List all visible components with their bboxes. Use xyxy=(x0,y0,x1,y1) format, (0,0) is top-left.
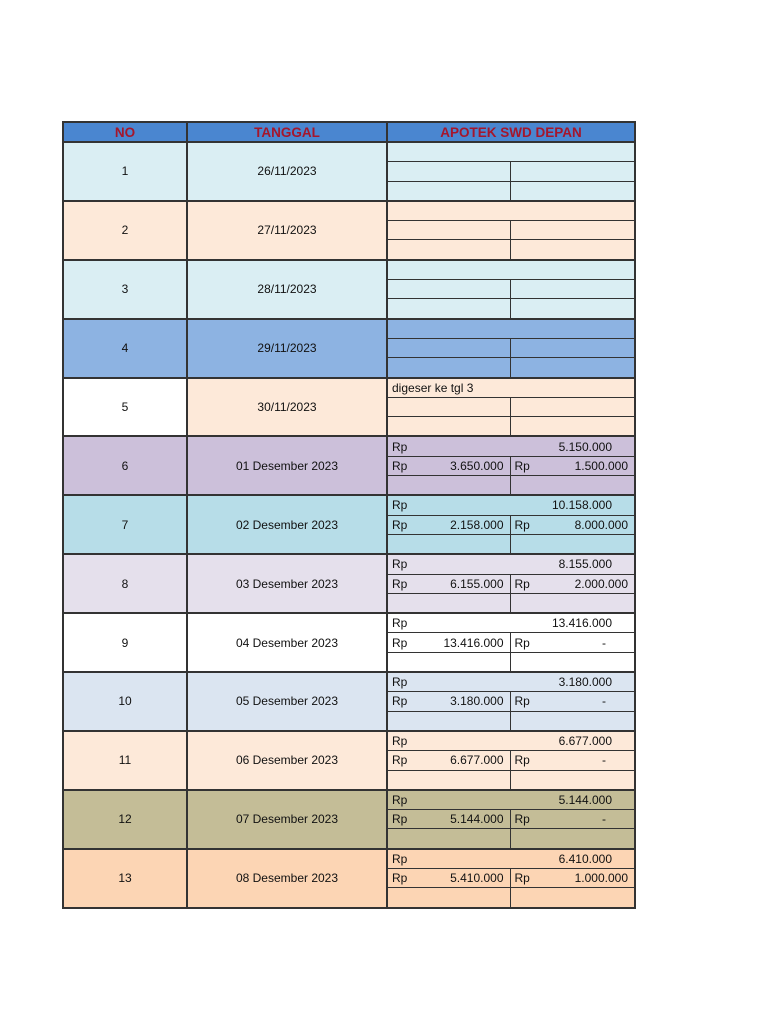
table-row xyxy=(63,260,635,280)
amount-value: 5.410.000 xyxy=(450,871,504,886)
currency-label: Rp xyxy=(392,576,408,591)
total-amount: 5.144.000 xyxy=(558,792,613,807)
cell-empty xyxy=(387,181,510,201)
cell-empty xyxy=(387,240,510,260)
cell-empty xyxy=(510,652,635,672)
cell-total xyxy=(387,319,635,339)
cell-no: 2 xyxy=(63,201,187,260)
table-row xyxy=(63,378,635,398)
cell-empty xyxy=(387,829,510,849)
cell-amount-b xyxy=(510,868,635,887)
table-row xyxy=(63,495,635,515)
cell-amount-b xyxy=(510,221,635,240)
currency-label: Rp xyxy=(514,458,530,473)
amount-value: 5.144.000 xyxy=(450,812,504,827)
currency-label: Rp xyxy=(514,694,530,709)
total-amount: 3.180.000 xyxy=(558,675,613,690)
cell-amount-a xyxy=(387,810,510,829)
amount-value: - xyxy=(602,812,607,827)
cell-no: 10 xyxy=(63,672,187,731)
cell-date: 08 Desember 2023 xyxy=(187,849,387,908)
cell-amount-a xyxy=(387,751,510,770)
table-row xyxy=(63,731,635,751)
cell-total xyxy=(387,849,635,869)
cell-date: 04 Desember 2023 xyxy=(187,613,387,672)
total-amount: 13.416.000 xyxy=(551,616,613,631)
currency-label: Rp xyxy=(392,753,408,768)
table-row xyxy=(63,613,635,633)
cell-empty xyxy=(387,711,510,731)
cell-empty xyxy=(510,888,635,908)
amount-value: 2.000.000 xyxy=(574,576,629,591)
cell-amount-a xyxy=(387,515,510,534)
cell-total xyxy=(387,554,635,574)
currency-label: Rp xyxy=(392,812,408,827)
cell-amount-b xyxy=(510,456,635,475)
cell-total xyxy=(387,142,635,162)
cell-date: 01 Desember 2023 xyxy=(187,436,387,495)
currency-label: Rp xyxy=(514,812,530,827)
currency-label: Rp xyxy=(392,635,408,650)
cell-amount-b xyxy=(510,162,635,181)
table-row xyxy=(63,849,635,869)
amount-value: 6.155.000 xyxy=(450,576,504,591)
currency-label: Rp xyxy=(392,498,408,513)
currency-label: Rp xyxy=(392,792,408,807)
cell-total xyxy=(387,495,635,515)
cell-amount-a xyxy=(387,633,510,652)
cell-amount-a xyxy=(387,338,510,357)
cell-no: 9 xyxy=(63,613,187,672)
currency-label: Rp xyxy=(392,439,408,454)
note-text: digeser ke tgl 3 xyxy=(392,380,474,395)
currency-label: Rp xyxy=(392,851,408,866)
cell-amount-a xyxy=(387,162,510,181)
total-amount: 5.150.000 xyxy=(558,439,613,454)
currency-label: Rp xyxy=(514,576,530,591)
cell-total xyxy=(387,378,635,398)
cell-no: 12 xyxy=(63,790,187,849)
cell-empty xyxy=(387,888,510,908)
cell-amount-a xyxy=(387,397,510,416)
cell-amount-b xyxy=(510,515,635,534)
cell-empty xyxy=(387,417,510,437)
table-row xyxy=(63,319,635,339)
cell-empty xyxy=(387,476,510,496)
cell-empty xyxy=(510,534,635,554)
cell-total xyxy=(387,260,635,280)
amount-value: - xyxy=(602,635,607,650)
cell-amount-b xyxy=(510,692,635,711)
cell-date: 02 Desember 2023 xyxy=(187,495,387,554)
cell-date: 26/11/2023 xyxy=(187,142,387,201)
cell-total xyxy=(387,672,635,692)
table-row xyxy=(63,790,635,810)
header-store: APOTEK SWD DEPAN xyxy=(387,122,635,142)
cell-empty xyxy=(510,417,635,437)
cell-empty xyxy=(510,770,635,790)
header-date: TANGGAL xyxy=(187,122,387,142)
header-row xyxy=(63,122,635,142)
cell-empty xyxy=(510,358,635,378)
cell-empty xyxy=(387,652,510,672)
cell-total xyxy=(387,731,635,751)
cell-amount-a xyxy=(387,868,510,887)
cell-amount-b xyxy=(510,633,635,652)
spreadsheet-table xyxy=(62,121,636,909)
cell-empty xyxy=(387,770,510,790)
cell-empty xyxy=(510,476,635,496)
currency-label: Rp xyxy=(392,557,408,572)
cell-no: 13 xyxy=(63,849,187,908)
total-amount: 10.158.000 xyxy=(551,498,613,513)
cell-total xyxy=(387,790,635,810)
table-row xyxy=(63,672,635,692)
cell-total xyxy=(387,436,635,456)
cell-total xyxy=(387,613,635,633)
cell-empty xyxy=(510,240,635,260)
currency-label: Rp xyxy=(392,871,408,886)
cell-empty xyxy=(510,181,635,201)
cell-amount-b xyxy=(510,338,635,357)
cell-date: 03 Desember 2023 xyxy=(187,554,387,613)
cell-empty xyxy=(510,299,635,319)
cell-amount-a xyxy=(387,280,510,299)
amount-value: - xyxy=(602,694,607,709)
amount-value: 3.650.000 xyxy=(450,458,504,473)
total-amount: 8.155.000 xyxy=(558,557,613,572)
currency-label: Rp xyxy=(514,871,530,886)
cell-no: 11 xyxy=(63,731,187,790)
cell-empty xyxy=(510,829,635,849)
cell-amount-b xyxy=(510,810,635,829)
amount-value: 1.500.000 xyxy=(574,458,629,473)
currency-label: Rp xyxy=(514,635,530,650)
cell-amount-a xyxy=(387,456,510,475)
total-amount: 6.410.000 xyxy=(558,851,613,866)
cell-date: 05 Desember 2023 xyxy=(187,672,387,731)
currency-label: Rp xyxy=(392,694,408,709)
table-body xyxy=(63,142,635,908)
total-amount: 6.677.000 xyxy=(558,734,613,749)
currency-label: Rp xyxy=(392,616,408,631)
cell-amount-b xyxy=(510,397,635,416)
cell-no: 1 xyxy=(63,142,187,201)
table-row xyxy=(63,201,635,221)
cell-date: 07 Desember 2023 xyxy=(187,790,387,849)
cell-amount-b xyxy=(510,751,635,770)
cell-date: 29/11/2023 xyxy=(187,319,387,378)
cell-amount-a xyxy=(387,692,510,711)
amount-value: - xyxy=(602,753,607,768)
amount-value: 1.000.000 xyxy=(574,871,629,886)
currency-label: Rp xyxy=(392,458,408,473)
amount-value: 8.000.000 xyxy=(574,517,629,532)
cell-amount-a xyxy=(387,221,510,240)
cell-no: 4 xyxy=(63,319,187,378)
cell-empty xyxy=(387,534,510,554)
cell-date: 06 Desember 2023 xyxy=(187,731,387,790)
currency-label: Rp xyxy=(514,517,530,532)
currency-label: Rp xyxy=(392,517,408,532)
amount-value: 3.180.000 xyxy=(450,694,504,709)
table-row xyxy=(63,436,635,456)
cell-empty xyxy=(387,358,510,378)
cell-amount-a xyxy=(387,574,510,593)
cell-date: 28/11/2023 xyxy=(187,260,387,319)
currency-label: Rp xyxy=(514,753,530,768)
cell-no: 6 xyxy=(63,436,187,495)
header-no: NO xyxy=(63,122,187,142)
cell-no: 7 xyxy=(63,495,187,554)
cell-date: 30/11/2023 xyxy=(187,378,387,437)
currency-label: Rp xyxy=(392,734,408,749)
cell-no: 8 xyxy=(63,554,187,613)
cell-empty xyxy=(510,711,635,731)
cell-amount-b xyxy=(510,574,635,593)
table-row xyxy=(63,142,635,162)
cell-no: 3 xyxy=(63,260,187,319)
table-row xyxy=(63,554,635,574)
amount-value: 6.677.000 xyxy=(450,753,504,768)
cell-amount-b xyxy=(510,280,635,299)
cell-empty xyxy=(387,299,510,319)
cell-no: 5 xyxy=(63,378,187,437)
cell-total xyxy=(387,201,635,221)
cell-empty xyxy=(510,593,635,613)
amount-value: 2.158.000 xyxy=(450,517,504,532)
cell-date: 27/11/2023 xyxy=(187,201,387,260)
currency-label: Rp xyxy=(392,675,408,690)
cell-empty xyxy=(387,593,510,613)
amount-value: 13.416.000 xyxy=(443,635,504,650)
